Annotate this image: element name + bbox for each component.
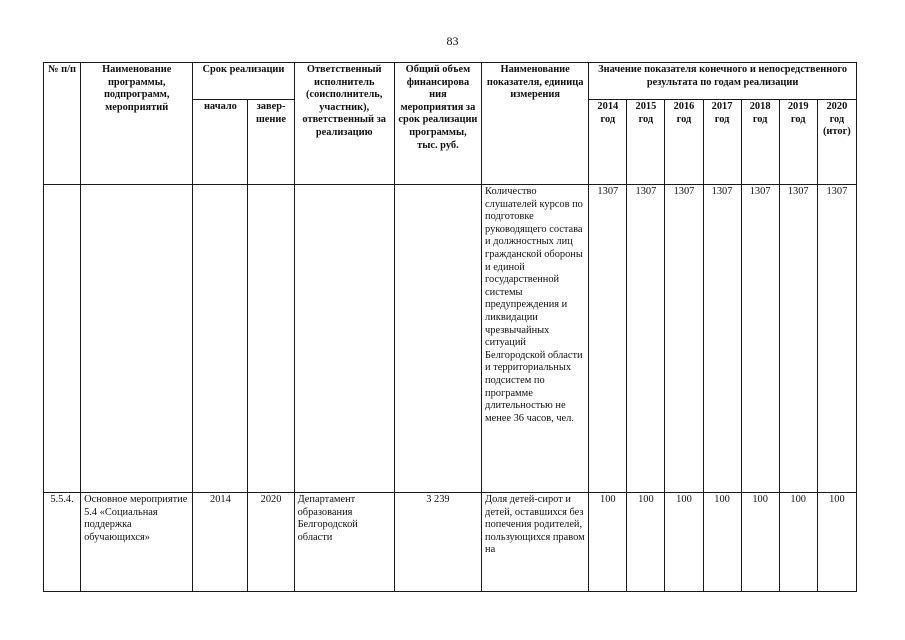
cell-value-2016: 1307 — [665, 185, 703, 493]
header-year-2017: 2017 год — [703, 100, 741, 185]
cell-value-2014: 100 — [589, 493, 627, 592]
cell-end: 2020 — [248, 493, 294, 592]
cell-value-2019: 100 — [779, 493, 817, 592]
header-year-2016: 2016 год — [665, 100, 703, 185]
cell-responsible: Департамент образования Белгородской области — [294, 493, 394, 592]
table-row — [44, 493, 857, 592]
header-start: начало — [193, 100, 248, 185]
header-year-2019: 2019 год — [779, 100, 817, 185]
cell-num — [44, 185, 81, 493]
cell-value-2015: 1307 — [627, 185, 665, 493]
header-indicator: Наименование показателя, единица измерения — [482, 63, 589, 185]
header-values-group: Значение показателя конечного и непосредственного результата по годам реализации — [589, 63, 857, 100]
table-row — [44, 185, 857, 493]
cell-start: 2014 — [193, 493, 248, 592]
header-year-2020: 2020 год (итог) — [817, 100, 856, 185]
header-num: № п/п — [44, 63, 81, 185]
header-year-2014: 2014 год — [589, 100, 627, 185]
cell-indicator: Количество слушателей курсов по подготовке руководящего состава и должностных лиц гражданской обороны и единой государственной системы предупреждения и ликвидации чрезвычайных ситуаций Белгородской области и территориальных подсистем по программе длительностью не менее 36 часов, чел. — [482, 185, 589, 493]
header-row-1 — [44, 63, 857, 100]
header-responsible: Ответственный исполнитель (соисполнитель, участник), ответственный за реализацию — [294, 63, 394, 185]
cell-value-2018: 1307 — [741, 185, 779, 493]
cell-value-2014: 1307 — [589, 185, 627, 493]
cell-value-2020: 100 — [817, 493, 856, 592]
cell-end — [248, 185, 294, 493]
cell-value-2017: 100 — [703, 493, 741, 592]
program-table — [43, 62, 857, 592]
page-number: 83 — [446, 34, 459, 48]
header-end: завер-шение — [248, 100, 294, 185]
cell-value-2015: 100 — [627, 493, 665, 592]
header-year-2018: 2018 год — [741, 100, 779, 185]
cell-value-2016: 100 — [665, 493, 703, 592]
cell-name: Основное мероприятие 5.4 «Социальная поддержка обучающихся» — [81, 493, 193, 592]
header-period: Срок реализации — [193, 63, 294, 100]
cell-responsible — [294, 185, 394, 493]
cell-funding: 3 239 — [394, 493, 481, 592]
cell-value-2017: 1307 — [703, 185, 741, 493]
cell-value-2018: 100 — [741, 493, 779, 592]
cell-start — [193, 185, 248, 493]
header-year-2015: 2015 год — [627, 100, 665, 185]
header-name: Наименование программы, подпрограмм, мероприятий — [81, 63, 193, 185]
cell-value-2019: 1307 — [779, 185, 817, 493]
cell-value-2020: 1307 — [817, 185, 856, 493]
cell-funding — [394, 185, 481, 493]
cell-name — [81, 185, 193, 493]
header-funding: Общий объем финансирова ния мероприятия за срок реализации программы, тыс. руб. — [394, 63, 481, 185]
cell-num: 5.5.4. — [44, 493, 81, 592]
cell-indicator: Доля детей-сирот и детей, оставшихся без попечения родителей, пользующихся правом на — [482, 493, 589, 592]
